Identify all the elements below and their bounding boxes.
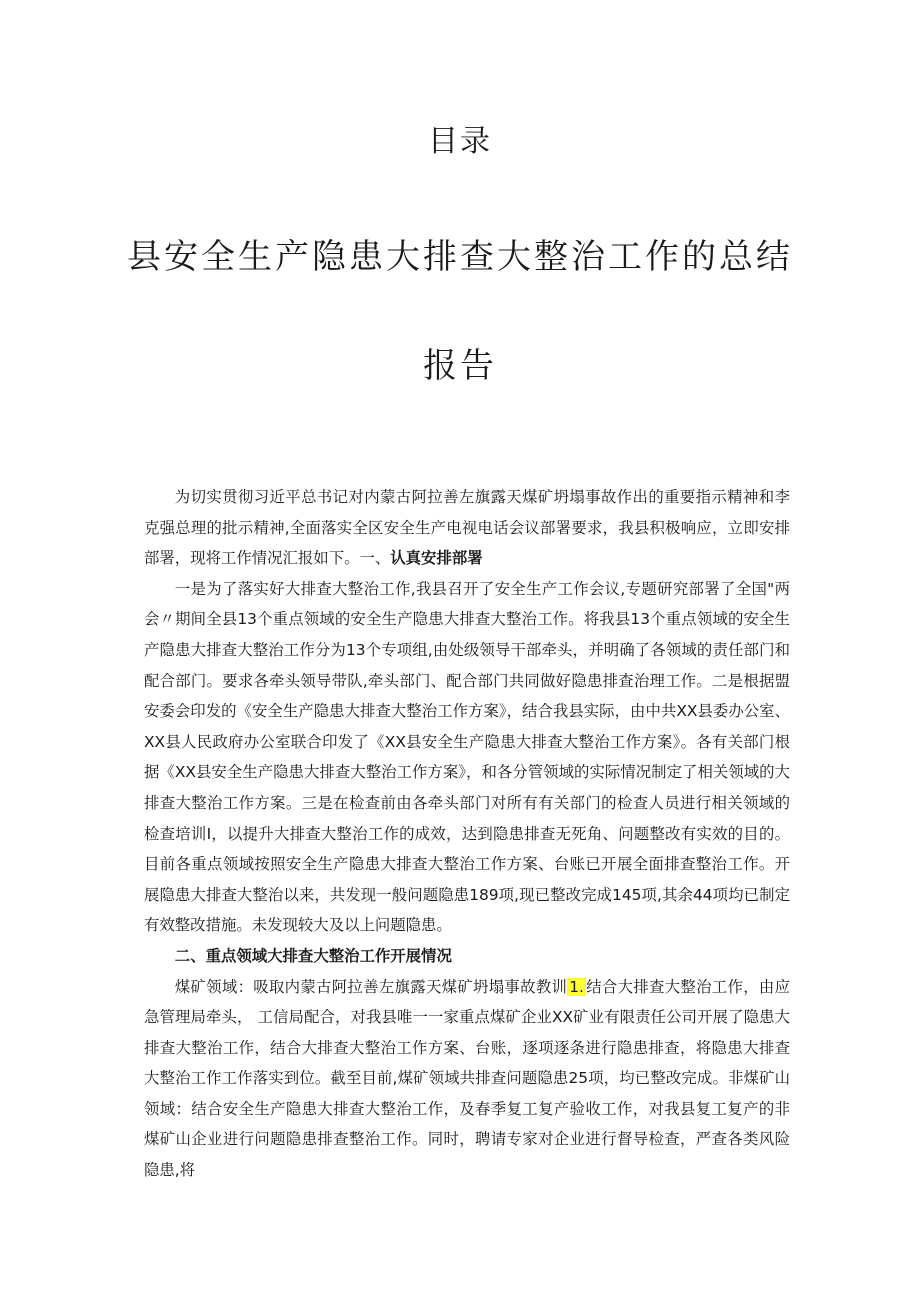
document-title-line1: 县安全生产隐患大排查大整治工作的总结 [127,237,793,277]
section-heading-2: 二、重点领域大排查大整治工作开展情况 [174,946,452,965]
highlighted-marker: 1. [569,977,584,996]
toc-title: 目录 [428,124,492,159]
paragraph-intro [144,482,790,574]
document-title-line2: 报告 [423,346,497,386]
paragraph-coal-text-before: 煤矿领域：吸取内蒙古阿拉善左旗露天煤矿坍塌事故教训 [174,977,568,996]
paragraph-coal-text-after: 结合大排查大整治工作，由应急管理局牵头， 工信局配合，对我县唯一一家重点煤矿企业XX矿业有限责任公司开展了隐患大排查大整治工作，结合大排查大整治工作方案、台账，逐项逐条进行隐患排查，将隐患大排查大整治工作工作落实到位。截至目前,煤矿领域共排查问题隐患25项，均已整改完成。非煤矿山领域：结合安全生产隐患大排查大整治工作，及春季复工复产验收工作，对我县复工复产的非煤矿山企业进行问题隐患排查整治工作。同时，聘请专家对企业进行督导检查，严查各类风险隐患,将 [144,977,790,1180]
section-heading-1: 认真安排部署 [390,549,483,568]
document-body [144,482,790,1186]
paragraph-coal-mining [144,972,790,1186]
paragraph-intro-text: 为切实贯彻习近平总书记对内蒙古阿拉善左旗露天煤矿坍塌事故作出的重要指示精神和李克强总理的批示精神,全面落实全区安全生产电视电话会议部署要求，我县积极响应，立即安排部署，现将工作情况汇报如下。一、 [144,488,790,568]
paragraph-deployment: 一是为了落实好大排查大整治工作,我县召开了安全生产工作会议,专题研究部署了全国"两会〃期间全县13个重点领域的安全生产隐患大排查大整治工作。将我县13个重点领域的安全生产隐患大排查大整治工作分为13个专项组,由处级领导干部牵头，并明确了各领域的责任部门和配合部门。要求各牵头领导带队,牵头部门、配合部门共同做好隐患排查治理工作。二是根据盟安委会印发的《安全生产隐患大排查大整治工作方案》，结合我县实际，由中共XX县委办公室、XX县人民政府办公室联合印发了《XX县安全生产隐患大排查大整治工作方案》。各有关部门根据《XX县安全生产隐患大排查大整治工作方案》，和各分管领域的实际情况制定了相关领域的大排查大整治工作方案。三是在检查前由各牵头部门对所有有关部门的检查人员进行相关领域的检查培训I，以提升大排查大整治工作的成效，达到隐患排查无死角、问题整改有实效的目的。目前各重点领域按照安全生产隐患大排查大整治工作方案、台账已开展全面排查整治工作。开展隐患大排查大整治以来，共发现一般问题隐患189项,现已整改完成145项,其余44项均已制定有效整改措施。未发现较大及以上问题隐患。 [144,579,790,935]
